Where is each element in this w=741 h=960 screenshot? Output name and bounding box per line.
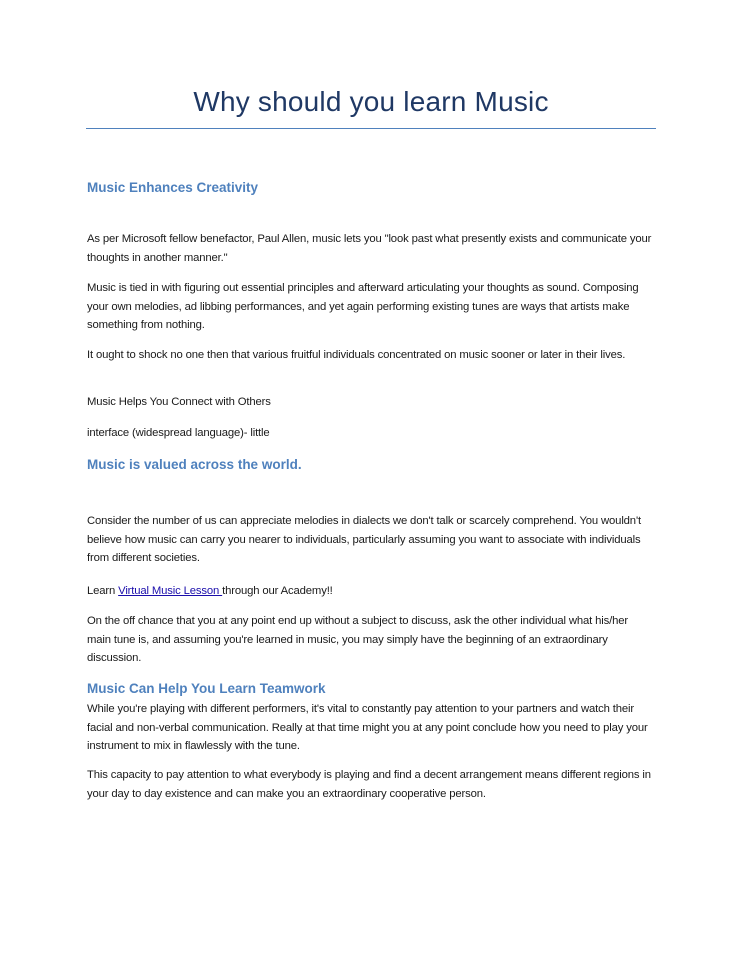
paragraph-discussion: On the off chance that you at any point end up without a subject to discuss, ask the other individual what his/her main tune is, and assuming you're learned in music, you may simply have the beginning of an extraordinary discussion. (87, 615, 628, 664)
paragraph-interface: interface (widespread language)- little (87, 427, 270, 439)
heading-creativity: Music Enhances Creativity (87, 180, 259, 195)
paragraph-dialects: Consider the number of us can appreciate melodies in dialects we don't talk or scarcely comprehend. You wouldn't believe how music can carry you nearer to individuals, particularly assuming you want to associate with individuals from different societies. (87, 515, 641, 564)
paragraph-learn (87, 582, 653, 601)
learn-suffix: through our Academy!! (222, 585, 333, 597)
heading-valued: Music is valued across the world. (87, 457, 302, 472)
title-divider (86, 128, 656, 129)
heading-teamwork: Music Can Help You Learn Teamwork (87, 681, 326, 696)
paragraph-capacity: This capacity to pay attention to what everybody is playing and find a decent arrangement means different regions in your day to day existence and can make you an extraordinary cooperative person. (87, 769, 651, 800)
learn-prefix: Learn (87, 585, 119, 597)
paragraph-fruitful: It ought to shock no one then that various fruitful individuals concentrated on music sooner or later in their lives. (87, 349, 626, 361)
virtual-music-lesson-link[interactable]: Virtual Music Lesson (118, 585, 223, 597)
paragraph-paul-allen: As per Microsoft fellow benefactor, Paul Allen, music lets you "look past what presently exists and communicate your thoughts in another manner." (87, 233, 652, 264)
paragraph-principles: Music is tied in with figuring out essential principles and afterward articulating your thoughts as sound. Composing your own melodies, ad libbing performances, and yet again performing existing tunes are ways that artists make something from nothing. (87, 282, 639, 331)
page-title: Why should you learn Music (193, 86, 549, 117)
paragraph-connect: Music Helps You Connect with Others (87, 396, 271, 408)
paragraph-performers: While you're playing with different performers, it's vital to constantly pay attention to your partners and watch their facial and non-verbal communication. Really at that time might you at any point conclude how you need to play your instrument to mix in flawlessly with the tune. (87, 703, 648, 752)
